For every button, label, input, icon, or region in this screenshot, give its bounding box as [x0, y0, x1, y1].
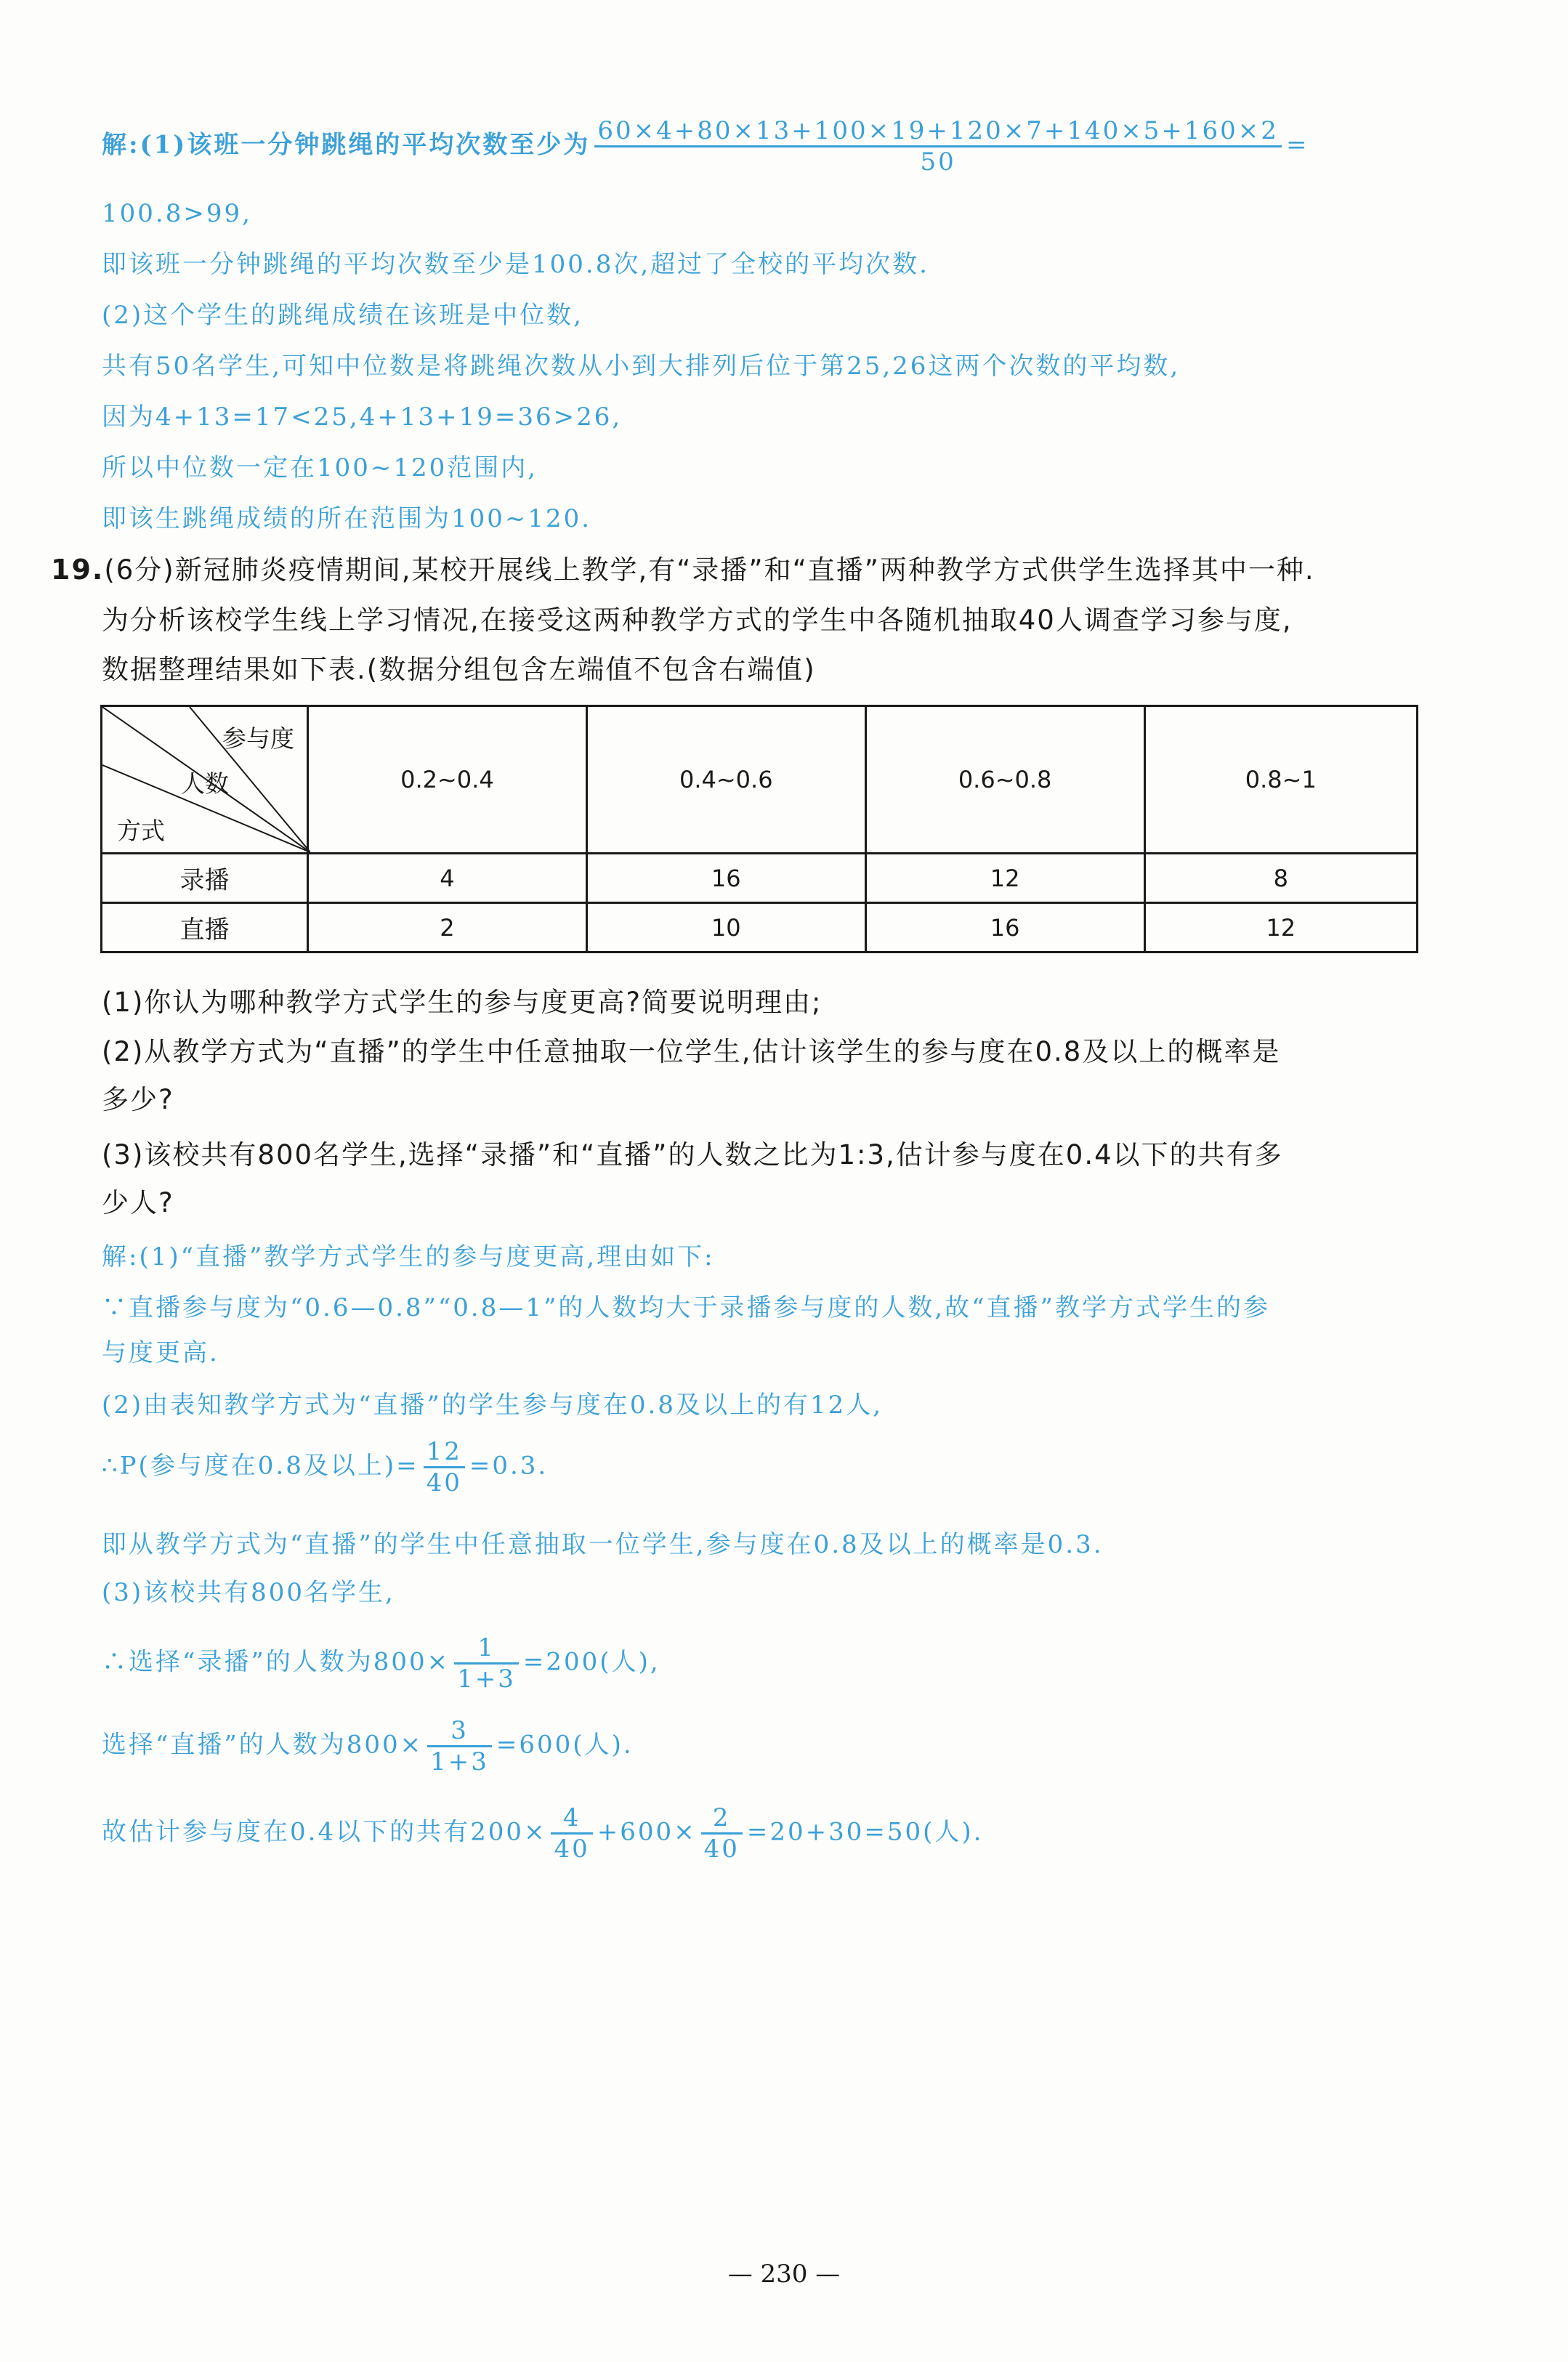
sol19-l10-prefix: 故估计参与度在0.4以下的共有200×: [102, 1817, 547, 1847]
sol19-l9-suffix: =600(人).: [496, 1730, 634, 1760]
q19-line3: 数据整理结果如下表.(数据分组包含左端值不包含右端值): [102, 654, 816, 685]
table-header-cell: 0.2~0.4: [307, 706, 586, 854]
table-cell: 8: [1144, 854, 1417, 903]
table-row: [102, 903, 1418, 953]
sol18-line4: (2)这个学生的跳绳成绩在该班是中位数,: [102, 301, 583, 330]
sol19-l10-numerator-2: 2: [701, 1803, 743, 1835]
corner-label-participation: 参与度: [222, 724, 294, 753]
sol19-l8-prefix: ∴选择“录播”的人数为800×: [102, 1647, 450, 1677]
sol19-l5-numerator: 12: [424, 1437, 465, 1468]
table-header-row: [102, 706, 1418, 854]
table-cell: 16: [586, 854, 865, 903]
table-row: [102, 854, 1418, 903]
sol18-line3: 即该班一分钟跳绳的平均次数至少是100.8次,超过了全校的平均次数.: [102, 250, 929, 279]
table-corner-cell: [102, 706, 308, 854]
sol18-line7: 所以中位数一定在100~120范围内,: [102, 453, 538, 482]
sol19-l9-numerator: 3: [427, 1716, 492, 1747]
sol19-l10-denominator-1: 40: [554, 1835, 590, 1864]
sol19-line2: ∵直播参与度为“0.6—0.8”“0.8—1”的人数均大于录播参与度的人数,故“直播”教学方式学生的参: [102, 1293, 1270, 1322]
sol19-l8-numerator: 1: [454, 1633, 519, 1665]
sol19-l10-denominator-2: 40: [703, 1835, 740, 1864]
table-header-cell: 0.6~0.8: [865, 706, 1144, 854]
sol18-denominator: 50: [920, 147, 956, 177]
q19-line1: [51, 552, 1315, 588]
sol19-l8-fraction: [454, 1633, 519, 1694]
sol19-line1: 解:(1)“直播”教学方式学生的参与度更高,理由如下:: [102, 1242, 715, 1271]
sol19-line5: [102, 1437, 548, 1497]
q19-line2: 为分析该校学生线上学习情况,在接受这两种教学方式的学生中各随机抽取40人调查学习参与度,: [102, 604, 1293, 636]
sol19-l10-numerator-1: 4: [551, 1803, 592, 1835]
sol19-line4: (2)由表知教学方式为“直播”的学生参与度在0.8及以上的有12人,: [102, 1391, 884, 1420]
table-row-label: 直播: [102, 903, 308, 953]
table-header-cell: 0.8~1: [1144, 706, 1417, 854]
sol19-l5-prefix: ∴P(参与度在0.8及以上)=: [102, 1451, 419, 1481]
q19-part3-line2: 少人?: [102, 1187, 174, 1218]
sol18-line6: 因为4+13=17<25,4+13+19=36>26,: [102, 403, 623, 432]
sol19-line8: [102, 1633, 660, 1694]
sol19-l5-denominator: 40: [426, 1468, 462, 1497]
table-cell: 2: [307, 903, 586, 953]
q19-number: 19.: [51, 554, 105, 586]
q19-part1: (1)你认为哪种教学方式学生的参与度更高?简要说明理由;: [102, 987, 823, 1018]
table-cell: 10: [586, 903, 865, 953]
sol19-l9-denominator: 1+3: [430, 1747, 489, 1776]
sol18-l1-prefix: 解:(1)该班一分钟跳绳的平均次数至少为: [102, 130, 591, 160]
corner-label-count: 人数: [181, 769, 229, 798]
table-cell: 16: [865, 903, 1144, 953]
table-cell: 12: [1144, 903, 1417, 953]
q19-part3-line1: (3)该校共有800名学生,选择“录播”和“直播”的人数之比为1:3,估计参与度在0.4以下的共有多: [102, 1139, 1283, 1170]
table-cell: 4: [307, 854, 586, 903]
sol19-l9-prefix: 选择“直播”的人数为800×: [102, 1730, 424, 1760]
table-cell: 12: [865, 854, 1144, 903]
q19-part2-line2: 多少?: [102, 1084, 174, 1115]
sol19-l8-suffix: =200(人),: [522, 1647, 660, 1677]
corner-label-method: 方式: [117, 817, 165, 845]
sol18-line5: 共有50名学生,可知中位数是将跳绳次数从小到大排列后位于第25,26这两个次数的平均数,: [102, 352, 1181, 381]
sol19-line3: 与度更高.: [102, 1338, 219, 1367]
sol19-l5-suffix: =0.3.: [469, 1451, 549, 1481]
sol19-l8-denominator: 1+3: [457, 1665, 516, 1694]
page-number: — 230 —: [727, 2260, 841, 2289]
sol19-l9-fraction: [427, 1716, 492, 1776]
sol18-line2: 100.8>99,: [102, 199, 252, 228]
q19-l1-text: (6分)新冠肺炎疫情期间,某校开展线上教学,有“录播”和“直播”两种教学方式供学生选择其中一种.: [104, 554, 1315, 586]
sol19-l10-middle: +600×: [597, 1817, 697, 1847]
table-row-label: 录播: [102, 854, 308, 903]
sol18-l1-suffix: =: [1285, 130, 1309, 160]
sol19-line10: [102, 1803, 983, 1864]
sol19-line7: (3)该校共有800名学生,: [102, 1578, 395, 1607]
sol19-line6: 即从教学方式为“直播”的学生中任意抽取一位学生,参与度在0.8及以上的概率是0.3.: [102, 1530, 1104, 1559]
sol19-line9: [102, 1716, 634, 1776]
table-header-cell: 0.4~0.6: [586, 706, 865, 854]
sol19-l5-fraction: [424, 1437, 465, 1497]
sol18-fraction: [594, 116, 1282, 177]
sol18-line8: 即该生跳绳成绩的所在范围为100~120.: [102, 504, 592, 533]
sol19-l10-fraction-1: [551, 1803, 592, 1864]
sol19-l10-suffix: =20+30=50(人).: [746, 1817, 984, 1847]
q19-part2-line1: (2)从教学方式为“直播”的学生中任意抽取一位学生,估计该学生的参与度在0.8及以上的概率是: [102, 1036, 1281, 1067]
data-table: [100, 705, 1418, 953]
sol19-l10-fraction-2: [701, 1803, 743, 1864]
sol18-line1: [102, 116, 1309, 177]
sol18-numerator: 60×4+80×13+100×19+120×7+140×5+160×2: [594, 116, 1282, 147]
